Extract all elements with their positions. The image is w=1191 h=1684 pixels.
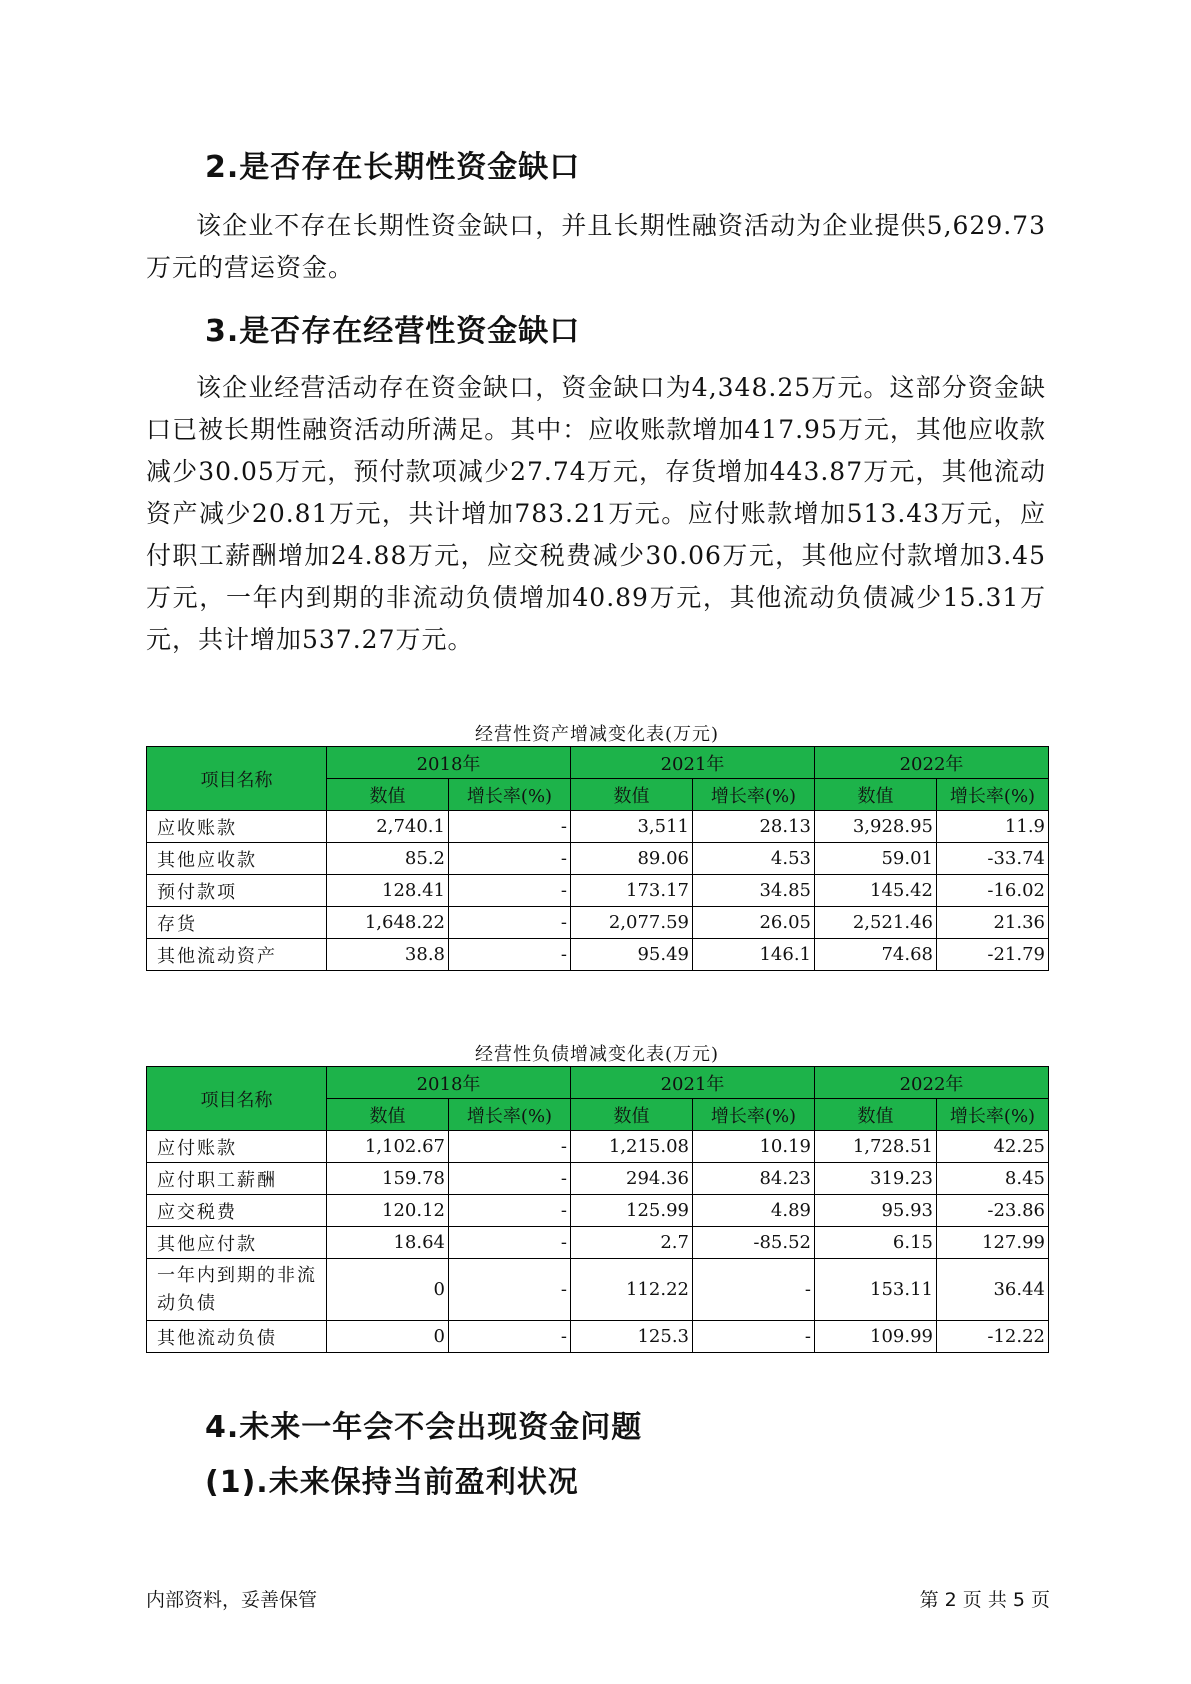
section-2-body: 该企业不存在长期性资金缺口，并且长期性融资活动为企业提供5,629.73万元的营运资金。 [146, 211, 1046, 282]
cell-growth: -85.52 [693, 1227, 815, 1259]
assets-table [146, 746, 1049, 971]
cell-growth: - [449, 939, 571, 971]
cell-growth: 10.19 [693, 1131, 815, 1163]
cell-growth: - [449, 811, 571, 843]
table-row [147, 1321, 1049, 1353]
cell-value: 2,077.59 [571, 907, 693, 939]
cell-value: 6.15 [815, 1227, 937, 1259]
table-row [147, 811, 1049, 843]
cell-growth: - [449, 843, 571, 875]
cell-value: 3,928.95 [815, 811, 937, 843]
row-item-name: 其他流动负债 [147, 1321, 327, 1353]
assets-table-caption: 经营性资产增减变化表(万元) [474, 724, 720, 745]
header-item-name: 项目名称 [147, 747, 327, 811]
header-value: 数值 [327, 1099, 449, 1131]
table-row [147, 939, 1049, 971]
cell-value: 59.01 [815, 843, 937, 875]
footer-page-number: 第 2 页 共 5 页 [919, 1589, 1050, 1611]
cell-value: 120.12 [327, 1195, 449, 1227]
cell-growth: 36.44 [937, 1259, 1049, 1321]
header-item-name: 项目名称 [147, 1067, 327, 1131]
cell-growth: 42.25 [937, 1131, 1049, 1163]
header-year-2022: 2022年 [815, 747, 1049, 779]
liabilities-table [146, 1066, 1049, 1353]
cell-value: 109.99 [815, 1321, 937, 1353]
table-row [147, 1259, 1049, 1321]
cell-value: 125.3 [571, 1321, 693, 1353]
cell-value: 1,728.51 [815, 1131, 937, 1163]
header-value: 数值 [571, 779, 693, 811]
header-year-2021: 2021年 [571, 1067, 815, 1099]
section-3-body: 该企业经营活动存在资金缺口，资金缺口为4,348.25万元。这部分资金缺口已被长期性融资活动所满足。其中：应收账款增加417.95万元，其他应收款减少30.05万元，预付款项减少27.74万元，存货增加443.87万元，其他流动资产减少20.81万元，共计增加783.21万元。应付账款增加513.43万元，应付职工薪酬增加24.88万元，应交税费减少30.06万元，其他应付款增加3.45万元，一年内到期的非流动负债增加40.89万元，其他流动负债减少15.31万元，共计增加537.27万元。 [146, 373, 1046, 654]
cell-growth: 28.13 [693, 811, 815, 843]
cell-growth: 11.9 [937, 811, 1049, 843]
table-row [147, 907, 1049, 939]
cell-value: 153.11 [815, 1259, 937, 1321]
cell-value: 0 [327, 1259, 449, 1321]
header-growth: 增长率(%) [449, 779, 571, 811]
header-growth: 增长率(%) [693, 779, 815, 811]
section-2-heading: 2.是否存在长期性资金缺口 [205, 150, 581, 185]
cell-value: 2,521.46 [815, 907, 937, 939]
cell-value: 294.36 [571, 1163, 693, 1195]
cell-growth: - [693, 1259, 815, 1321]
cell-value: 1,648.22 [327, 907, 449, 939]
cell-growth: 4.53 [693, 843, 815, 875]
cell-growth: 127.99 [937, 1227, 1049, 1259]
cell-growth: 84.23 [693, 1163, 815, 1195]
header-value: 数值 [327, 779, 449, 811]
header-growth: 增长率(%) [937, 779, 1049, 811]
cell-growth: 4.89 [693, 1195, 815, 1227]
cell-growth: -12.22 [937, 1321, 1049, 1353]
cell-growth: 34.85 [693, 875, 815, 907]
row-item-name: 应收账款 [147, 811, 327, 843]
cell-value: 95.93 [815, 1195, 937, 1227]
cell-value: 38.8 [327, 939, 449, 971]
row-item-name: 存货 [147, 907, 327, 939]
header-year-2018: 2018年 [327, 747, 571, 779]
cell-growth: -21.79 [937, 939, 1049, 971]
row-item-name: 应付账款 [147, 1131, 327, 1163]
row-item-name: 其他应收款 [147, 843, 327, 875]
cell-growth: - [449, 875, 571, 907]
cell-growth: - [449, 1195, 571, 1227]
row-item-name: 其他应付款 [147, 1227, 327, 1259]
cell-value: 85.2 [327, 843, 449, 875]
cell-value: 128.41 [327, 875, 449, 907]
section-4-sub-heading: (1).未来保持当前盈利状况 [205, 1465, 579, 1500]
cell-value: 1,215.08 [571, 1131, 693, 1163]
cell-value: 159.78 [327, 1163, 449, 1195]
header-value: 数值 [815, 1099, 937, 1131]
header-value: 数值 [815, 779, 937, 811]
table-row [147, 1227, 1049, 1259]
cell-value: 3,511 [571, 811, 693, 843]
row-item-name: 预付款项 [147, 875, 327, 907]
header-value: 数值 [571, 1099, 693, 1131]
cell-growth: - [449, 907, 571, 939]
row-item-name: 应付职工薪酬 [147, 1163, 327, 1195]
table-row [147, 1195, 1049, 1227]
cell-value: 95.49 [571, 939, 693, 971]
header-year-2018: 2018年 [327, 1067, 571, 1099]
cell-growth: - [449, 1321, 571, 1353]
cell-value: 74.68 [815, 939, 937, 971]
cell-growth: 146.1 [693, 939, 815, 971]
table-row [147, 875, 1049, 907]
cell-value: 2.7 [571, 1227, 693, 1259]
header-year-2021: 2021年 [571, 747, 815, 779]
row-item-name: 一年内到期的非流动负债 [147, 1259, 327, 1321]
cell-growth: - [449, 1259, 571, 1321]
header-growth: 增长率(%) [693, 1099, 815, 1131]
header-growth: 增长率(%) [937, 1099, 1049, 1131]
cell-value: 1,102.67 [327, 1131, 449, 1163]
footer-confidential-note: 内部资料，妥善保管 [146, 1589, 318, 1611]
liabilities-table-caption: 经营性负债增减变化表(万元) [474, 1044, 720, 1065]
cell-growth: 8.45 [937, 1163, 1049, 1195]
cell-value: 89.06 [571, 843, 693, 875]
cell-value: 319.23 [815, 1163, 937, 1195]
cell-growth: - [449, 1131, 571, 1163]
header-growth: 增长率(%) [449, 1099, 571, 1131]
cell-growth: -23.86 [937, 1195, 1049, 1227]
row-item-name: 其他流动资产 [147, 939, 327, 971]
cell-growth: - [449, 1227, 571, 1259]
cell-value: 145.42 [815, 875, 937, 907]
cell-value: 112.22 [571, 1259, 693, 1321]
row-item-name: 应交税费 [147, 1195, 327, 1227]
cell-value: 0 [327, 1321, 449, 1353]
cell-growth: 26.05 [693, 907, 815, 939]
cell-growth: -16.02 [937, 875, 1049, 907]
table-row [147, 1163, 1049, 1195]
cell-value: 18.64 [327, 1227, 449, 1259]
cell-value: 173.17 [571, 875, 693, 907]
header-year-2022: 2022年 [815, 1067, 1049, 1099]
cell-growth: - [693, 1321, 815, 1353]
table-row [147, 843, 1049, 875]
section-3-heading: 3.是否存在经营性资金缺口 [205, 314, 581, 349]
cell-growth: -33.74 [937, 843, 1049, 875]
cell-value: 125.99 [571, 1195, 693, 1227]
section-4-heading: 4.未来一年会不会出现资金问题 [205, 1410, 643, 1445]
cell-growth: - [449, 1163, 571, 1195]
table-row [147, 1131, 1049, 1163]
cell-growth: 21.36 [937, 907, 1049, 939]
cell-value: 2,740.1 [327, 811, 449, 843]
